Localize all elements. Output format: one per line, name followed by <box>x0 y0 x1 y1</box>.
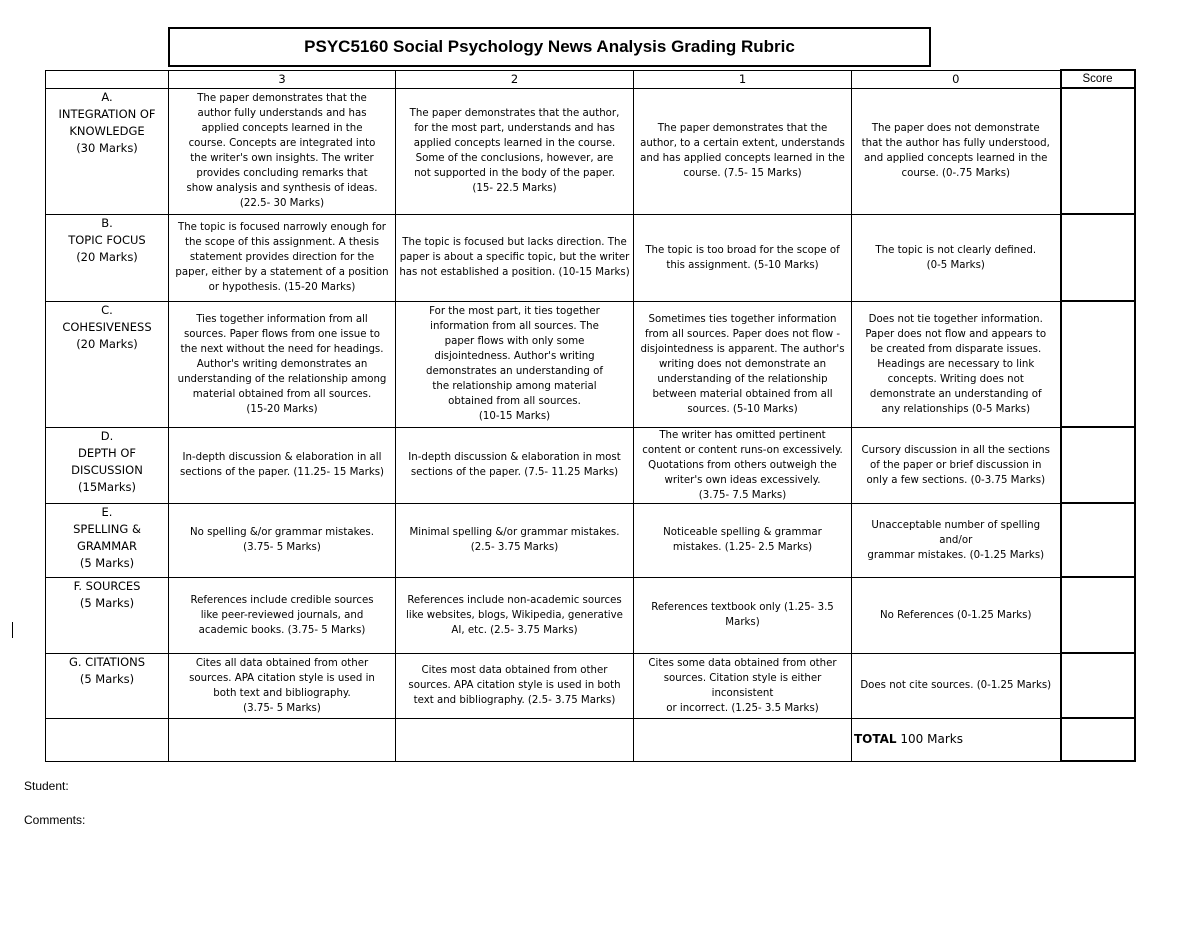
cell-text: Minimal spelling &/or grammar mistakes. (2.5- 3.75 Marks) <box>409 527 620 553</box>
blank-cell <box>169 718 396 761</box>
score-cell[interactable] <box>1061 214 1135 301</box>
cell-text: Noticeable spelling & grammar mistakes. (1.25- 2.5 Marks) <box>663 527 822 553</box>
cell-text: Cites some data obtained from other sources. Citation style is either inconsistent or incorrect. (1.25- 3.5 Marks) <box>648 657 837 714</box>
rubric-cell <box>852 577 1061 653</box>
rubric-cell <box>852 427 1061 503</box>
rubric-cell <box>169 301 396 427</box>
criterion-label: F. SOURCES (5 Marks) <box>73 578 141 610</box>
rubric-title: PSYC5160 Social Psychology News Analysis Grading Rubric <box>168 27 931 67</box>
rubric-cell <box>852 214 1061 301</box>
rubric-cell <box>634 577 852 653</box>
rubric-cell <box>169 503 396 577</box>
criterion-cell <box>46 503 169 577</box>
cell-text: The paper demonstrates that the author, for the most part, understands and has applied concepts learned in the course. Some of the conclusions, however, are not supported in the body of the paper. (15- 22.5 Marks) <box>409 108 620 194</box>
header-row <box>46 70 1135 88</box>
criterion-cell <box>46 88 169 214</box>
rubric-cell <box>396 214 634 301</box>
rubric-cell <box>396 427 634 503</box>
cell-text: The topic is focused but lacks direction. The paper is about a specific topic, but the writer has not established a position. (10-15 Marks) <box>399 237 630 278</box>
cell-text: The writer has omitted pertinent content or content runs-on excessively. Quotations from others outweigh the writer's own ideas excessively. (3.75- 7.5 Marks) <box>642 429 843 501</box>
criterion-cell <box>46 301 169 427</box>
rubric-cell <box>396 88 634 214</box>
cell-text: The topic is not clearly defined. (0-5 Marks) <box>875 244 1037 271</box>
score-cell[interactable] <box>1061 427 1135 503</box>
total-cell <box>852 718 1061 761</box>
total-row <box>46 718 1135 761</box>
blank-cell <box>46 718 169 761</box>
cell-text: Sometimes ties together information from all sources. Paper does not flow - disjointedness is apparent. The author's writing does not demonstrate an understanding of the relationship between material obtained from all sources. (5-10 Marks) <box>640 313 845 415</box>
criterion-label: B. TOPIC FOCUS (20 Marks) <box>68 215 146 264</box>
blank-cell <box>396 718 634 761</box>
cell-text: In-depth discussion & elaboration in most sections of the paper. (7.5- 11.25 Marks) <box>408 452 621 478</box>
cell-text: No References (0-1.25 Marks) <box>880 609 1032 621</box>
criterion-label: A. INTEGRATION OF KNOWLEDGE (30 Marks) <box>58 89 156 155</box>
score-cell[interactable] <box>1061 653 1135 718</box>
level-2-header: 2 <box>396 70 634 88</box>
rubric-cell <box>634 427 852 503</box>
comments-label: Comments: <box>24 813 86 827</box>
table-row <box>46 577 1135 653</box>
cell-text: The paper demonstrates that the author fully understands and has applied concepts learned in the course. Concepts are integrated into the writer's own insights. The writer provides concluding remarks that show analysis and synthesis of ideas. (22.5- 30 Marks) <box>186 93 378 209</box>
cell-text: The topic is focused narrowly enough for the scope of this assignment. A thesis statement provides direction for the paper, either by a statement of a position or hypothesis. (15-20 Marks) <box>175 222 389 293</box>
rubric-cell <box>396 503 634 577</box>
cell-text: In-depth discussion & elaboration in all sections of the paper. (11.25- 15 Marks) <box>179 452 385 478</box>
rubric-cell <box>169 214 396 301</box>
cell-text: Cursory discussion in all the sections of the paper or brief discussion in only a few sections. (0-3.75 Marks) <box>861 444 1050 486</box>
criterion-cell <box>46 653 169 718</box>
cell-text: The topic is too broad for the scope of this assignment. (5-10 Marks) <box>645 244 840 271</box>
rubric-cell <box>169 88 396 214</box>
rubric-cell <box>852 503 1061 577</box>
criterion-cell <box>46 214 169 301</box>
cell-text: Does not tie together information. Paper does not flow and appears to be created from disparate issues. Headings are necessary to link concepts. Writing does not demonstrate an understanding of any relationships (0-5 Marks) <box>865 313 1047 415</box>
rubric-cell <box>634 88 852 214</box>
cell-text: Cites most data obtained from other sources. APA citation style is used in both text and bibliography. (2.5- 3.75 Marks) <box>408 665 621 706</box>
score-cell[interactable] <box>1061 88 1135 214</box>
level-0-header: 0 <box>852 70 1061 88</box>
cell-text: Ties together information from all sources. Paper flows from one issue to the next without the need for headings. Author's writing demonstrates an understanding of the relationship among material obtained from all sources. (15-20 Marks) <box>177 313 387 415</box>
rubric-cell <box>634 653 852 718</box>
student-label: Student: <box>24 779 69 793</box>
table-row <box>46 427 1135 503</box>
cell-text: The paper does not demonstrate that the author has fully understood, and applied concepts learned in the course. (0-.75 Marks) <box>861 123 1050 179</box>
table-row <box>46 301 1135 427</box>
score-cell[interactable] <box>1061 301 1135 427</box>
rubric-cell <box>396 577 634 653</box>
table-row <box>46 88 1135 214</box>
table-row <box>46 503 1135 577</box>
cell-text: For the most part, it ties together information from all sources. The paper flows with only some disjointedness. Author's writing demonstrates an understanding of the relationship among material obtained from all sources. (10-15 Marks) <box>426 306 603 422</box>
rubric-cell <box>852 88 1061 214</box>
header-blank-cell <box>46 70 169 88</box>
rubric-cell <box>634 214 852 301</box>
level-1-header: 1 <box>634 70 852 88</box>
cell-text: Does not cite sources. (0-1.25 Marks) <box>860 680 1052 691</box>
text-cursor <box>12 622 13 638</box>
cell-text: The paper demonstrates that the author, to a certain extent, understands and has applied concepts learned in the course. (7.5- 15 Marks) <box>640 123 845 179</box>
criterion-label: C. COHESIVENESS (20 Marks) <box>62 302 152 351</box>
criterion-label: E. SPELLING & GRAMMAR (5 Marks) <box>73 504 141 570</box>
cell-text: References textbook only (1.25- 3.5 Marks) <box>651 602 834 628</box>
cell-text: No spelling &/or grammar mistakes. (3.75- 5 Marks) <box>190 527 374 553</box>
cell-text: Cites all data obtained from other sources. APA citation style is used in both text and bibliography. (3.75- 5 Marks) <box>189 657 375 714</box>
cell-text: References include credible sources like peer-reviewed journals, and academic books. (3.75- 5 Marks) <box>190 594 374 636</box>
table-row <box>46 653 1135 718</box>
table-row <box>46 214 1135 301</box>
score-header: Score <box>1061 70 1135 88</box>
cell-text: References include non-academic sources like websites, blogs, Wikipedia, generative AI, etc. (2.5- 3.75 Marks) <box>406 594 623 636</box>
blank-cell <box>634 718 852 761</box>
total-label: TOTAL <box>854 732 897 746</box>
rubric-cell <box>169 427 396 503</box>
total-value: 100 Marks <box>900 732 963 746</box>
rubric-cell <box>169 653 396 718</box>
level-3-header: 3 <box>169 70 396 88</box>
rubric-cell <box>396 301 634 427</box>
criterion-label: D. DEPTH OF DISCUSSION (15Marks) <box>71 428 143 494</box>
rubric-cell <box>634 301 852 427</box>
total-score-cell[interactable] <box>1061 718 1135 761</box>
rubric-cell <box>169 577 396 653</box>
criterion-cell <box>46 427 169 503</box>
rubric-cell <box>396 653 634 718</box>
rubric-cell <box>634 503 852 577</box>
rubric-cell <box>852 653 1061 718</box>
cell-text: Unacceptable number of spelling and/or grammar mistakes. (0-1.25 Marks) <box>867 519 1045 561</box>
score-cell[interactable] <box>1061 503 1135 577</box>
score-cell[interactable] <box>1061 577 1135 653</box>
criterion-cell <box>46 577 169 653</box>
rubric-table <box>45 69 1136 762</box>
criterion-label: G. CITATIONS (5 Marks) <box>68 654 146 686</box>
rubric-cell <box>852 301 1061 427</box>
